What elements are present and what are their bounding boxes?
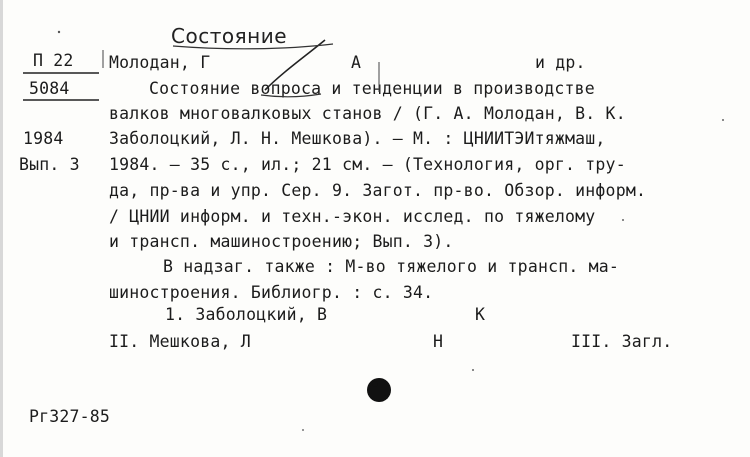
ink-marks [3,0,750,457]
body-line-9: шиностроения. Библиогр. : с. 34. [109,283,434,302]
handwritten-heading: Состояние [171,24,287,48]
publication-year: 1984 [23,129,64,148]
body-line-5: да, пр-ва и упр. Сер. 9. Загот. пр-во. Обзор. информ. [109,181,647,200]
added-entry-2-initial: Н [433,332,444,351]
issue-number: Вып. 3 [19,155,80,174]
body-line-4: 1984. — 35 с., ил.; 21 см. — (Технология, орг. тру- [109,155,626,174]
class-index-top: П 22 [33,51,74,70]
author-heading: Молодан, Г [109,53,211,72]
author-initial-a: А [351,53,362,72]
and-others: и др. [535,53,586,72]
added-entry-1: 1. Заболоцкий, В [165,305,328,324]
heading-underline [173,44,333,49]
footer-code: Рг327-85 [29,407,111,426]
added-entry-2: II. Мешкова, Л [109,332,251,351]
body-line-2: валков многовалковых станов / (Г. А. Молодан, В. К. [109,104,626,123]
title-entry: III. Загл. [571,332,673,351]
body-line-1: Состояние вопроса и тенденции в производстве [149,79,595,98]
body-underline [261,94,321,97]
body-line-6: / ЦНИИ информ. и техн.-экон. исслед. по тяжелому [109,207,596,226]
added-entry-1-initial: К [475,305,486,324]
class-index-bottom: 5084 [29,79,70,98]
body-line-7: и трансп. машиностроению; Вып. 3). [109,232,454,251]
body-line-3: Заболоцкий, Л. Н. Мешкова). — М. : ЦНИИТЭИтяжмаш, [109,129,606,148]
body-line-8: В надзаг. также : М-во тяжелого и трансп. ма- [163,257,620,276]
